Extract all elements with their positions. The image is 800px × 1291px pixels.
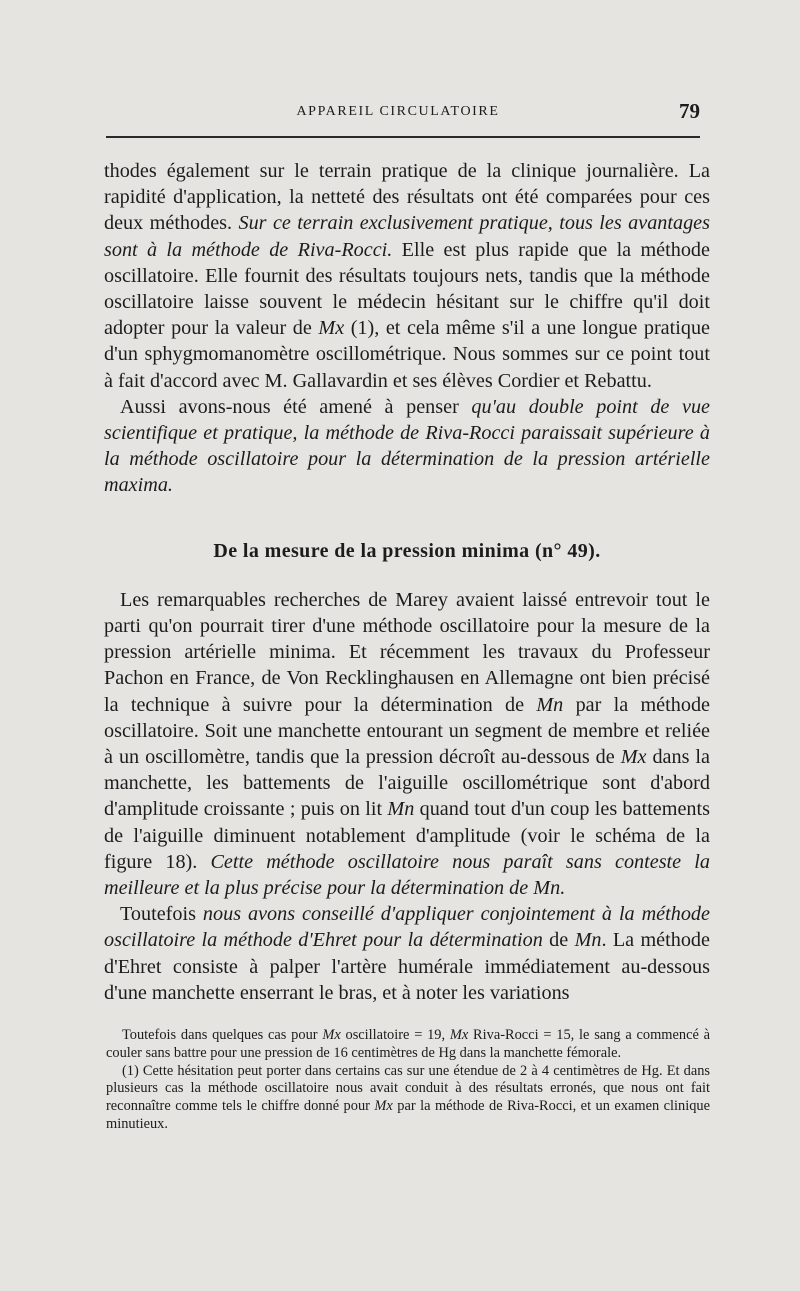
symbol-mx: Mx — [449, 1027, 469, 1043]
footnote-continuation — [106, 1027, 710, 1063]
text-run: dans la manchette, les battements de l'aiguille oscillométrique sont d'abord d'amplitude croissante ; puis on lit — [104, 746, 710, 821]
text-run: Riva-Rocci = 15, le sang a commencé à couler sans battre pour une pression de 16 centimètres de Hg dans la manchette fémorale. — [106, 1027, 711, 1061]
symbol-mx: Mx — [374, 1098, 393, 1115]
text-run: Elle est plus rapide que la méthode oscillatoire. Elle fournit des résultats toujours nets, tandis que la méthode oscillatoire laisse souvent le médecin hésitant sur le chiffre qu'il doit adopter pour la valeur de — [104, 238, 710, 340]
footnotes — [106, 1027, 710, 1134]
text-run: par la méthode de Riva-Rocci, et un examen clinique minutieux. — [106, 1098, 710, 1132]
symbol-mn: Mn — [574, 929, 602, 952]
paragraph-2 — [104, 394, 710, 499]
main-text — [104, 158, 710, 1006]
text-run: thodes également sur le terrain pratique de la clinique journalière. La rapidité d'application, la netteté des résultats ont été comparées pour ces deux méthodes. — [104, 160, 710, 235]
header-rule — [106, 136, 700, 138]
running-head: APPAREIL CIRCULATOIRE — [296, 104, 500, 119]
symbol-mx: Mx — [620, 746, 647, 769]
paragraph-1 — [104, 158, 710, 394]
text-run: de — [542, 929, 575, 952]
text-run: (1) Cette hésitation peut porter dans certains cas sur une étendue de 2 à 4 centimètres de Hg. Et dans plusieurs cas la méthode oscillatoire nous avait conduit à des résultats erronés, que nous ont fait reconnaître comme tels le chiffre donné pour — [106, 1062, 710, 1115]
emphasis: qu'au double point de vue scientifique et pratique, la méthode de Riva-Rocci paraissait supérieure à la méthode oscillatoire pour la détermination de la pression artérielle maxima. — [104, 395, 711, 497]
symbol-mx: Mx — [322, 1027, 341, 1043]
text-run: Aussi avons-nous été amené à penser — [120, 395, 472, 418]
text-run: (1), et cela même s'il a une longue pratique d'un sphygmomanomètre oscillométrique. Nous sommes sur ce point tout à fait d'accord avec M. Gallavardin et ses élèves Cordier et Rebattu. — [104, 317, 711, 392]
text-run: quand tout d'un coup les battements de l'aiguille diminuent notablement d'amplitude (voir le schéma de la figure 18). — [104, 798, 710, 873]
page-header — [104, 99, 700, 128]
emphasis: Sur ce terrain exclusivement pratique, tous les avantages sont à la méthode de Riva-Rocci. — [104, 212, 710, 261]
emphasis: nous avons conseillé d'appliquer conjointement à la méthode oscillatoire la méthode d'Ehret pour la détermination — [104, 903, 710, 952]
footnote-1 — [106, 1063, 710, 1134]
emphasis: Cette méthode oscillatoire nous paraît sans conteste la meilleure et la plus précise pour la détermination de Mn. — [104, 850, 710, 900]
text-run: Toutefois dans quelques cas pour — [122, 1027, 323, 1043]
paragraph-4 — [104, 901, 710, 1006]
text-run: Les remarquables recherches de Marey avaient laissé entrevoir tout le parti qu'on pourrait tirer d'une méthode oscillatoire pour la mesure de la pression artérielle minima. Et récemment les travaux du Professeur Pachon en France, de Von Recklinghausen en Allemagne ont bien précisé la technique à suivre pour la détermination de — [104, 588, 710, 716]
section-heading: De la mesure de la pression minima (n° 49). — [213, 539, 601, 562]
text-run: . La méthode d'Ehret consiste à palper l'artère humérale immédiatement au-dessous d'une manchette enserrant le bras, et à noter les variations — [104, 929, 710, 1004]
text-run: par la méthode oscillatoire. Soit une manchette entourant un segment de membre et reliée à un oscillomètre, tandis que la pression décroît au-dessous de — [104, 693, 710, 769]
symbol-mx: Mx — [318, 317, 345, 340]
symbol-mn: Mn — [387, 798, 415, 821]
symbol-mn: Mn — [536, 693, 564, 716]
text-run: oscillatoire = 19, — [340, 1027, 450, 1043]
text-run: Toutefois — [120, 903, 203, 926]
paragraph-3 — [104, 587, 710, 901]
page-number: 79 — [679, 99, 700, 123]
